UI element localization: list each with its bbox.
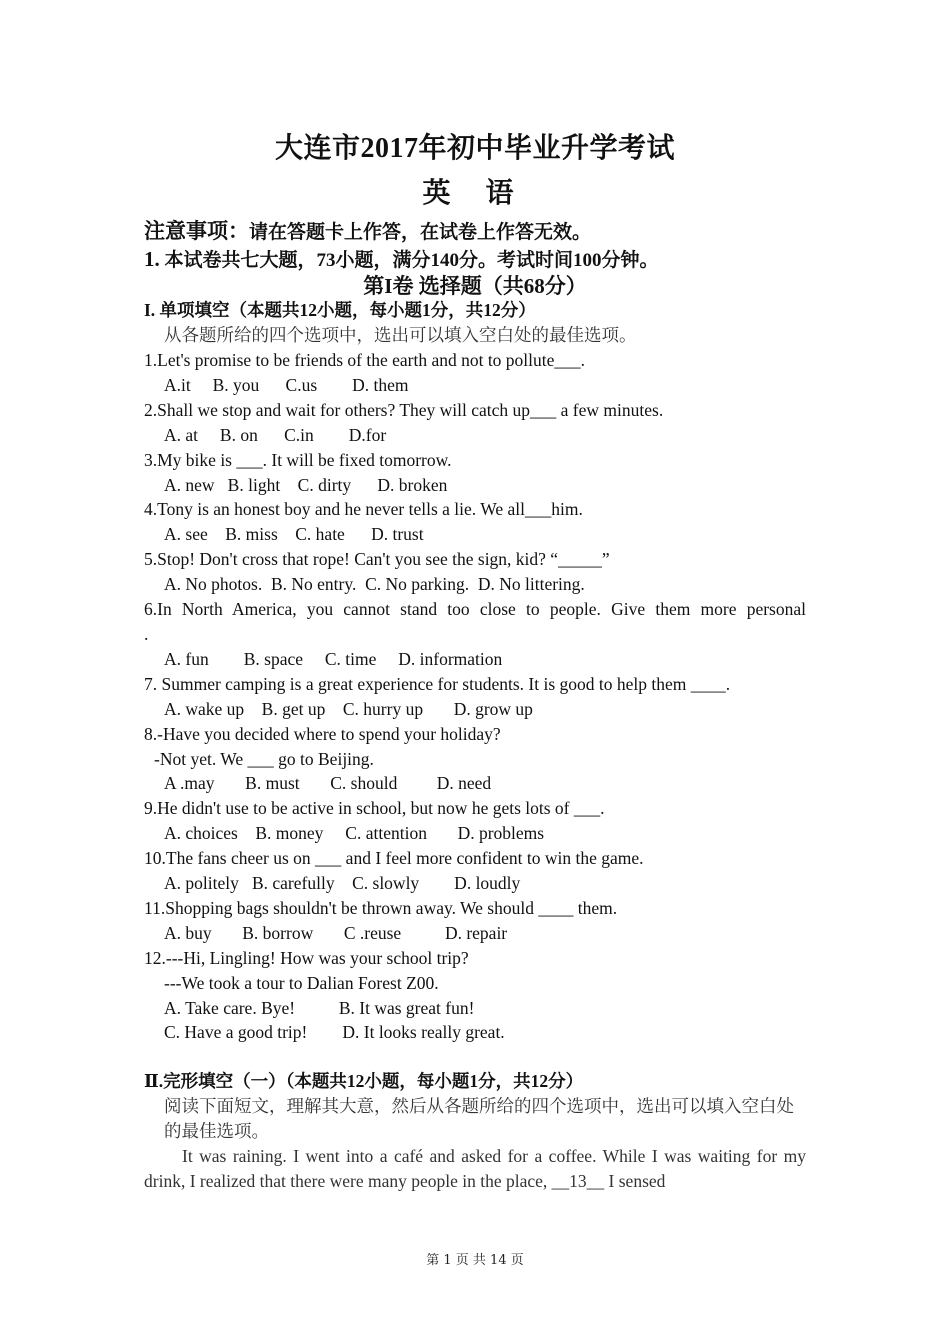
exam-title: 大连市2017年初中毕业升学考试 [274, 133, 675, 164]
question-6 [144, 597, 806, 672]
cloze-passage [144, 1144, 806, 1194]
question-3 [144, 448, 806, 498]
question-5 [144, 547, 806, 597]
notice-line [144, 218, 806, 246]
question-stem: 12.---Hi, Lingling! How was your school trip? [144, 947, 469, 968]
question-stem-continued: -Not yet. We ___ go to Beijing. [154, 748, 374, 769]
passage-line: my drink, I realized that there were many people in the place, __13__ I sensed [144, 1146, 807, 1192]
question-options: A. new B. light C. dirty D. broken [164, 474, 448, 495]
notice-rule-number: 1. [144, 247, 160, 271]
question-options: A. see B. miss C. hate D. trust [164, 524, 424, 545]
question-options: A. at B. on C.in D.for [164, 424, 387, 445]
section1-instruction: 从各题所给的四个选项中，选出可以填入空白处的最佳选项。 [164, 325, 637, 345]
section2-title: Ⅱ.完形填空（一）（本题共12小题，每小题1分，共12分） [144, 1071, 584, 1092]
section1-title: I. 单项填空（本题共12小题，每小题1分，共12分） [144, 300, 536, 320]
question-11 [144, 896, 806, 946]
question-options: A. Take care. Bye! B. It was great fun! [164, 997, 475, 1018]
exam-page [144, 128, 806, 1194]
question-stem-continued: . [144, 623, 149, 644]
question-options: A. choices B. money C. attention D. problems [164, 823, 545, 844]
notice-text: 请在答题卡上作答，在试卷上作答无效。 [249, 222, 592, 243]
question-stem: 6.In North America, you cannot stand too close to people. Give them more personal [144, 599, 806, 620]
question-options-continued: C. Have a good trip! D. It looks really great. [164, 1022, 505, 1043]
question-10 [144, 846, 806, 896]
question-options: A.it B. you C.us D. them [164, 374, 409, 395]
question-2 [144, 398, 806, 448]
question-stem: 10.The fans cheer us on ___ and I feel more confident to win the game. [144, 848, 644, 869]
notice-rule [144, 246, 806, 274]
question-8 [144, 722, 806, 797]
question-stem: 9.He didn't use to be active in school, but now he gets lots of ___. [144, 798, 605, 819]
notice-label: 注意事项： [144, 219, 249, 243]
question-options: A .may B. must C. should D. need [164, 773, 492, 794]
question-stem: 11.Shopping bags shouldn't be thrown away. We should ____ them. [144, 897, 618, 918]
question-4 [144, 497, 806, 547]
question-options: A. wake up B. get up C. hurry up D. grow up [164, 698, 533, 719]
question-stem: 2.Shall we stop and wait for others? They will catch up___ a few minutes. [144, 399, 664, 420]
question-options: A. buy B. borrow C .reuse D. repair [164, 922, 508, 943]
question-stem: 8.-Have you decided where to spend your holiday? [144, 723, 501, 744]
question-7 [144, 672, 806, 722]
section-gap [144, 1045, 806, 1069]
question-options: A. No photos. B. No entry. C. No parking. D. No littering. [164, 574, 585, 595]
question-options: A. politely B. carefully C. slowly D. loudly [164, 873, 521, 894]
question-stem: 5.Stop! Don't cross that rope! Can't you see the sign, kid? “_____” [144, 549, 610, 570]
page-footer: 第 1 页 共 14 页 [426, 1253, 524, 1268]
question-stem: 1.Let's promise to be friends of the earth and not to pollute___. [144, 350, 586, 370]
notice-rule-text: 本试卷共七大题，73小题，满分140分。考试时间100分钟。 [159, 250, 659, 271]
question-stem: 4.Tony is an honest boy and he never tells a lie. We all___him. [144, 499, 583, 520]
section2-instruction: 阅读下面短文，理解其大意，然后从各题所给的四个选项中，选出可以填入空白处的最佳选项。 [164, 1096, 794, 1142]
question-stem-continued: ---We took a tour to Dalian Forest Z00. [164, 972, 439, 993]
part1-title: 第I卷 选择题（共68分） [363, 274, 587, 298]
question-stem: 3.My bike is ___. It will be fixed tomorrow. [144, 449, 452, 470]
question-stem: 7. Summer camping is a great experience for students. It is good to help them ____. [144, 673, 731, 694]
question-options: A. fun B. space C. time D. information [164, 648, 503, 669]
question-1 [144, 348, 806, 398]
question-9 [144, 796, 806, 846]
question-12 [144, 946, 806, 1046]
passage-line: It was raining. I went into a café and asked for a coffee. While I was waiting for [182, 1146, 778, 1167]
exam-subject: 英 语 [422, 178, 528, 209]
